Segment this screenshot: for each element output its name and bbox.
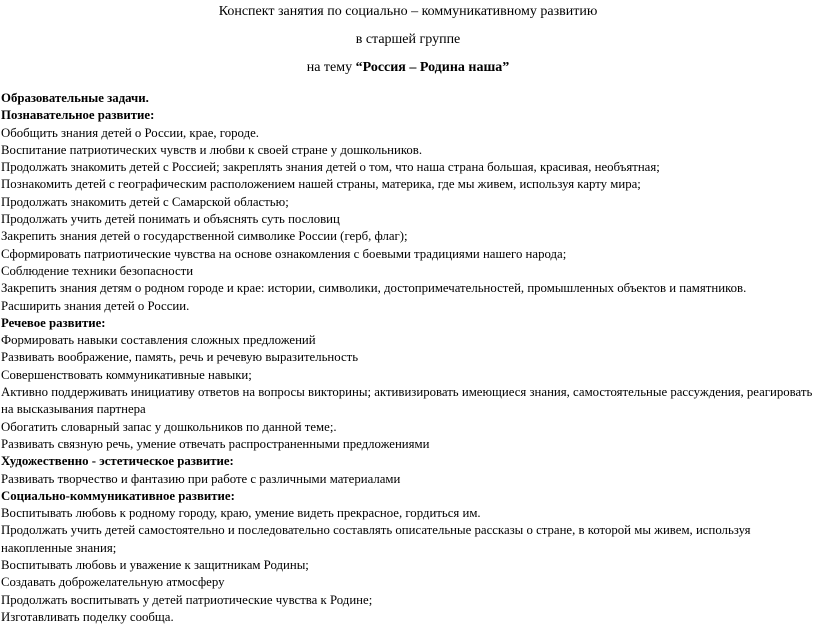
cognitive-item: Обобщить знания детей о России, крае, городе.	[1, 125, 259, 140]
social-item: Воспитывать любовь и уважение к защитникам Родины;	[1, 558, 309, 573]
social-heading: Социально-коммуникативное развитие:	[1, 488, 235, 503]
document-title: Конспект занятия по социально – коммуникативному развитию	[218, 4, 598, 19]
speech-item: Активно поддерживать инициативу ответов на вопросы викторины; активизировать имеющиеся знания, самостоятельные рассуждения, реагировать на высказывания партнера	[1, 385, 813, 417]
artistic-item: Развивать творчество и фантазию при работе с различными материалами	[1, 471, 401, 486]
speech-heading: Речевое развитие:	[1, 315, 106, 330]
cognitive-item: Продолжать знакомить детей с Самарской областью;	[1, 194, 289, 209]
cognitive-item: Продолжать знакомить детей с Россией; закреплять знания детей о том, что наша страна большая, красивая, необъятная;	[1, 160, 660, 175]
speech-item: Формировать навыки составления сложных предложений	[1, 333, 316, 348]
cognitive-item: Продолжать учить детей понимать и объяснять суть пословиц	[1, 212, 340, 227]
document-subtitle-group: в старшей группе	[355, 32, 461, 47]
tasks-heading: Образовательные задачи.	[1, 91, 149, 105]
social-item: Продолжать учить детей самостоятельно и последовательно составлять описательные рассказы о стране, в которой мы живем, используя накопленные знания;	[1, 523, 751, 555]
cognitive-heading: Познавательное развитие:	[1, 108, 155, 123]
cognitive-item: Закрепить знания детям о родном городе и крае: истории, символики, достопримечательностей, промышленных объектов и памятников.	[1, 281, 747, 296]
cognitive-item: Познакомить детей с географическим расположением нашей страны, материка, где мы живем, используя карту мира;	[1, 177, 641, 192]
social-item: Продолжать воспитывать у детей патриотические чувства к Родине;	[1, 592, 373, 607]
social-item: Создавать доброжелательную атмосферу	[1, 575, 225, 590]
artistic-heading: Художественно - эстетическое развитие:	[1, 454, 234, 469]
document-body	[1, 90, 813, 626]
speech-item: Совершенствовать коммуникативные навыки;	[1, 367, 252, 382]
speech-item: Развивать связную речь, умение отвечать распространенными предложениями	[1, 436, 430, 451]
topic-name: “Россия – Родина наша”	[355, 60, 510, 75]
speech-item: Обогатить словарный запас у дошкольников по данной теме;.	[1, 419, 337, 434]
social-item: Воспитывать любовь к родному городу, краю, умение видеть прекрасное, гордиться им.	[1, 506, 481, 521]
document-topic-line	[0, 60, 816, 76]
speech-item: Развивать воображение, память, речь и речевую выразительность	[1, 350, 359, 365]
cognitive-item: Сформировать патриотические чувства на основе ознакомления с боевыми традициями нашего народа;	[1, 246, 567, 261]
social-item: Изготавливать поделку сообща.	[1, 609, 174, 624]
cognitive-item: Соблюдение техники безопасности	[1, 263, 194, 278]
cognitive-item: Воспитание патриотических чувств и любви к своей стране у дошкольников.	[1, 142, 423, 157]
cognitive-item: Закрепить знания детей о государственной символике России (герб, флаг);	[1, 229, 408, 244]
topic-prefix: на тему	[306, 60, 356, 75]
cognitive-item: Расширить знания детей о России.	[1, 298, 190, 313]
